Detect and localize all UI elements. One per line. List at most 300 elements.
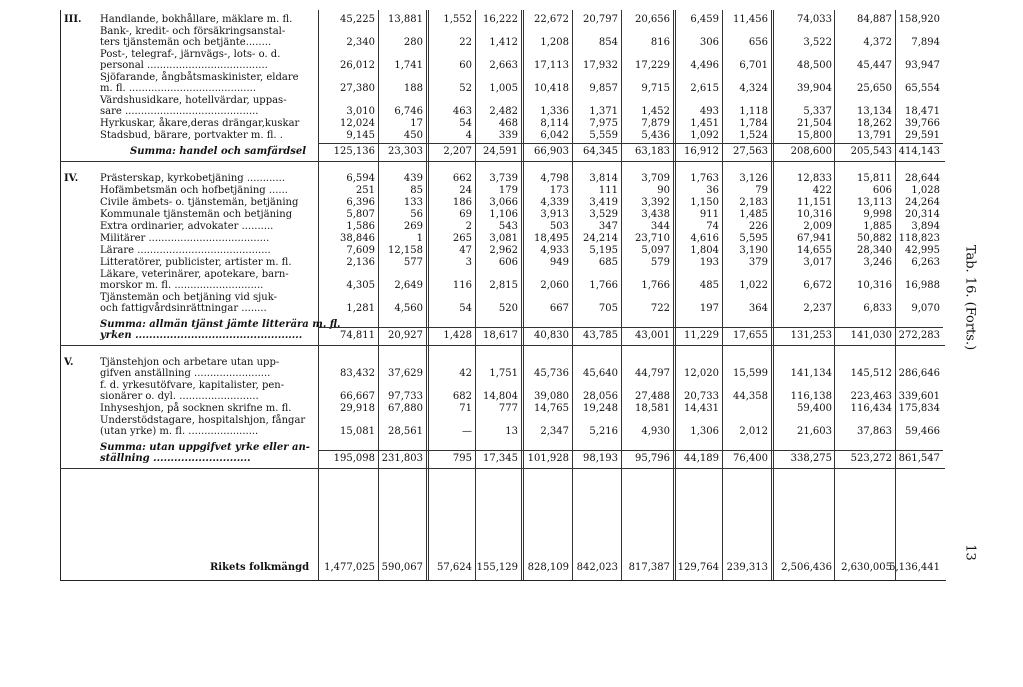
column-rule — [521, 10, 524, 580]
data-row-cell: 47 — [459, 245, 472, 256]
data-row-cell: 269 — [403, 221, 423, 232]
data-row-cell: 223,463 — [850, 391, 892, 402]
section-numeral: III. — [64, 14, 82, 25]
data-row-cell: 116 — [452, 280, 472, 291]
data-row-cell: 20,797 — [583, 14, 618, 25]
row-label: Civile ämbets- o. tjänstemän, betjäning — [100, 197, 299, 208]
data-row-cell: 39,904 — [797, 83, 832, 94]
data-row-cell: 179 — [498, 185, 518, 196]
grand-total-cell: 842,023 — [576, 562, 618, 573]
summa-row-cell: 205,543 — [850, 146, 892, 157]
summa-label: Summa: handel och samfärdsel — [130, 146, 306, 157]
data-row-cell: 2,237 — [803, 303, 832, 314]
data-row-cell: 1,452 — [641, 106, 670, 117]
data-row-cell: 11,456 — [733, 14, 768, 25]
data-row-cell: 13,791 — [857, 130, 892, 141]
summa-label: ställning ............................ — [100, 453, 251, 464]
data-row-cell: 22 — [459, 37, 472, 48]
data-row-cell: 116,434 — [850, 403, 892, 414]
data-row-cell: 145,512 — [850, 368, 892, 379]
row-label: ters tjänstemän och betjänte........ — [100, 37, 272, 48]
summa-row-cell: 27,563 — [733, 146, 768, 157]
data-row-cell: 74 — [706, 221, 719, 232]
data-row-cell: 1,751 — [489, 368, 518, 379]
row-label: Understödstagare, hospitalshjon, fångar — [100, 415, 306, 426]
data-row-cell: 5,195 — [589, 245, 618, 256]
data-row-cell: 468 — [498, 118, 518, 129]
data-row-cell: 777 — [498, 403, 518, 414]
data-row-cell: 45,225 — [340, 14, 375, 25]
data-row-cell: 606 — [872, 185, 892, 196]
row-label: Inhyseshjon, på socknen skrifne m. fl. — [100, 403, 292, 414]
data-row-cell: 854 — [598, 37, 618, 48]
data-row-cell: 4,560 — [394, 303, 423, 314]
data-row-cell: 705 — [598, 303, 618, 314]
summa-row-cell: 24,591 — [483, 146, 518, 157]
data-row-cell: 1,804 — [690, 245, 719, 256]
data-row-cell: 2,183 — [739, 197, 768, 208]
grand-total-cell: 817,387 — [628, 562, 670, 573]
summa-row-cell: 23,303 — [388, 146, 423, 157]
data-row-cell: 6,833 — [863, 303, 892, 314]
data-row-cell: 15,811 — [857, 173, 892, 184]
data-row-cell: 3,894 — [911, 221, 940, 232]
data-row-cell: 2,060 — [540, 280, 569, 291]
section-numeral: V. — [64, 357, 74, 368]
row-label: Tjänstehjon och arbetare utan upp- — [100, 357, 280, 368]
row-label: personal ...................................... — [100, 60, 268, 71]
data-row-cell: 6,701 — [739, 60, 768, 71]
summa-row-cell: 795 — [452, 453, 472, 464]
data-row-cell: 2,815 — [489, 280, 518, 291]
summa-row-cell: 44,189 — [684, 453, 719, 464]
data-row-cell: 722 — [650, 303, 670, 314]
data-row-cell: 118,823 — [898, 233, 940, 244]
data-row-cell: 2,347 — [540, 426, 569, 437]
data-row-cell: 3,392 — [641, 197, 670, 208]
data-row-cell: 21,603 — [797, 426, 832, 437]
data-row-cell: 59,466 — [905, 426, 940, 437]
row-label: Värdshusidkare, hotellvärdar, uppas- — [100, 95, 287, 106]
summa-row-cell: 125,136 — [333, 146, 375, 157]
data-row-cell: 520 — [498, 303, 518, 314]
column-rule — [426, 10, 429, 580]
data-row-cell: 3,522 — [803, 37, 832, 48]
column-rule — [621, 10, 622, 580]
summa-row-cell: 101,928 — [527, 453, 569, 464]
data-row-cell: 1,022 — [739, 280, 768, 291]
data-row-cell: 226 — [748, 221, 768, 232]
data-row-cell: 27,380 — [340, 83, 375, 94]
column-rule — [318, 10, 319, 580]
data-row-cell: 339 — [498, 130, 518, 141]
section-numeral: IV. — [64, 173, 79, 184]
data-row-cell: 662 — [452, 173, 472, 184]
data-row-cell: 2,136 — [346, 257, 375, 268]
data-row-cell: 29,591 — [905, 130, 940, 141]
data-row-cell: 45,640 — [583, 368, 618, 379]
summa-row-cell: 231,803 — [381, 453, 423, 464]
data-row-cell: 13,113 — [857, 197, 892, 208]
summa-row-cell: 98,193 — [583, 453, 618, 464]
data-row-cell: 1,552 — [443, 14, 472, 25]
data-row-cell: 28,644 — [905, 173, 940, 184]
data-row-cell: 84,887 — [857, 14, 892, 25]
data-row-cell: 280 — [403, 37, 423, 48]
data-row-cell: 6,594 — [346, 173, 375, 184]
column-rule — [895, 10, 896, 580]
data-row-cell: 17,113 — [534, 60, 569, 71]
data-row-cell: 347 — [598, 221, 618, 232]
data-row-cell: 24 — [459, 185, 472, 196]
side-title: Tab. 16. (Forts.) — [962, 244, 978, 351]
row-label: (utan yrke) m. fl. ...................... — [100, 426, 259, 437]
data-row-cell: 52 — [459, 83, 472, 94]
data-row-cell: 11,151 — [797, 197, 832, 208]
data-row-cell: 20,314 — [905, 209, 940, 220]
data-row-cell: 28,561 — [388, 426, 423, 437]
summa-row-cell: 43,785 — [583, 330, 618, 341]
data-row-cell: 4,616 — [690, 233, 719, 244]
summa-row-cell: 43,001 — [635, 330, 670, 341]
summa-label: Summa: allmän tjänst jämte litterära m. fl. — [100, 319, 341, 330]
data-row-cell: 42 — [459, 368, 472, 379]
data-row-cell: 4,798 — [540, 173, 569, 184]
data-row-cell: 1,766 — [641, 280, 670, 291]
column-rule — [572, 10, 573, 580]
data-row-cell: 1,150 — [690, 197, 719, 208]
row-label: Litteratörer, publicister, artister m. fl. — [100, 257, 292, 268]
data-row-cell: 379 — [748, 257, 768, 268]
row-label: Stadsbud, bärare, portvakter m. fl. . — [100, 130, 283, 141]
data-row-cell: 13,881 — [388, 14, 423, 25]
data-row-cell: 7,609 — [346, 245, 375, 256]
data-row-cell: 503 — [549, 221, 569, 232]
data-row-cell: 14,804 — [483, 391, 518, 402]
summa-row-cell: 272,283 — [898, 330, 940, 341]
data-row-cell: 364 — [748, 303, 768, 314]
data-row-cell: 485 — [699, 280, 719, 291]
data-row-cell: 3,529 — [589, 209, 618, 220]
data-row-cell: 1,092 — [690, 130, 719, 141]
summa-row-cell: 74,811 — [340, 330, 375, 341]
data-row-cell: 10,316 — [797, 209, 832, 220]
data-row-cell: 3,010 — [346, 106, 375, 117]
data-row-cell: 28,340 — [857, 245, 892, 256]
summa-row-cell: 861,547 — [898, 453, 940, 464]
data-row-cell: 7,879 — [641, 118, 670, 129]
summa-row-cell: 40,830 — [534, 330, 569, 341]
data-row-cell: 2 — [465, 221, 472, 232]
summa-row-cell: 141,030 — [850, 330, 892, 341]
data-row-cell: 29,918 — [340, 403, 375, 414]
data-row-cell: 3,814 — [589, 173, 618, 184]
summa-row-cell: 1,428 — [443, 330, 472, 341]
row-label: Bank-, kredit- och försäkringsanstal- — [100, 26, 286, 37]
data-row-cell: 54 — [459, 303, 472, 314]
data-row-cell: 13,134 — [857, 106, 892, 117]
data-row-cell: 4,496 — [690, 60, 719, 71]
data-row-cell: 439 — [403, 173, 423, 184]
data-row-cell: 1,485 — [739, 209, 768, 220]
summa-row-cell: 16,912 — [684, 146, 719, 157]
summa-row-cell: 523,272 — [850, 453, 892, 464]
data-row-cell: 6,746 — [394, 106, 423, 117]
data-row-cell: 12,833 — [797, 173, 832, 184]
data-row-cell: 6,263 — [911, 257, 940, 268]
data-row-cell: 7,894 — [911, 37, 940, 48]
data-row-cell: 14,431 — [684, 403, 719, 414]
data-row-cell: 9,145 — [346, 130, 375, 141]
data-row-cell: 339,601 — [898, 391, 940, 402]
data-row-cell: 1,106 — [489, 209, 518, 220]
grand-total-label: Rikets folkmängd — [210, 562, 310, 573]
data-row-cell: 5,337 — [803, 106, 832, 117]
data-row-cell: 193 — [699, 257, 719, 268]
data-row-cell: 3,438 — [641, 209, 670, 220]
row-label: Extra ordinarier, advokater .......... — [100, 221, 274, 232]
data-row-cell: 54 — [459, 118, 472, 129]
data-row-cell: 4,372 — [863, 37, 892, 48]
data-row-cell: 48,500 — [797, 60, 832, 71]
data-row-cell: 606 — [498, 257, 518, 268]
data-row-cell: 3,419 — [589, 197, 618, 208]
summa-row-cell: 95,796 — [635, 453, 670, 464]
data-row-cell: 50,882 — [857, 233, 892, 244]
row-label: gifven anställning ........................ — [100, 368, 271, 379]
data-row-cell: 3 — [465, 257, 472, 268]
data-row-cell: 1,586 — [346, 221, 375, 232]
data-row-cell: 69 — [459, 209, 472, 220]
grand-total-cell: 590,067 — [381, 562, 423, 573]
row-label: och fattigvårdsinrättningar ........ — [100, 303, 267, 314]
data-row-cell: 42,995 — [905, 245, 940, 256]
summa-row-cell: 17,345 — [483, 453, 518, 464]
data-row-cell: 133 — [403, 197, 423, 208]
row-label: Hyrkuskar, åkare,deras drängar,kuskar — [100, 118, 300, 129]
data-row-cell: 186 — [452, 197, 472, 208]
data-row-cell: 4,339 — [540, 197, 569, 208]
data-row-cell: 2,009 — [803, 221, 832, 232]
summa-rule — [318, 450, 943, 451]
data-row-cell: 10,418 — [534, 83, 569, 94]
data-row-cell: 12,158 — [388, 245, 423, 256]
data-row-cell: 5,436 — [641, 130, 670, 141]
data-row-cell: 306 — [699, 37, 719, 48]
data-row-cell: 1,885 — [863, 221, 892, 232]
data-row-cell: 8,114 — [540, 118, 569, 129]
row-label: Handlande, bokhållare, mäklare m. fl. — [100, 14, 293, 25]
data-row-cell: 1,005 — [489, 83, 518, 94]
column-rule — [673, 10, 676, 580]
grand-total-cell: 5,136,441 — [889, 562, 940, 573]
data-row-cell: 18,471 — [905, 106, 940, 117]
data-row-cell: 656 — [748, 37, 768, 48]
data-row-cell: 20,733 — [684, 391, 719, 402]
data-row-cell: 2,482 — [489, 106, 518, 117]
data-row-cell: 1,371 — [589, 106, 618, 117]
data-row-cell: 197 — [699, 303, 719, 314]
row-label: Lärare .......................................... — [100, 245, 271, 256]
grand-total-cell: 2,630,005 — [841, 562, 892, 573]
data-row-cell: 1,118 — [739, 106, 768, 117]
data-row-cell: 67,941 — [797, 233, 832, 244]
summa-row-cell: 338,275 — [790, 453, 832, 464]
data-row-cell: 28,056 — [583, 391, 618, 402]
data-row-cell: 44,358 — [733, 391, 768, 402]
data-row-cell: 949 — [549, 257, 569, 268]
row-label: morskor m. fl. ............................ — [100, 280, 264, 291]
data-row-cell: 18,581 — [635, 403, 670, 414]
data-row-cell: 9,998 — [863, 209, 892, 220]
data-row-cell: 79 — [755, 185, 768, 196]
data-row-cell: 3,017 — [803, 257, 832, 268]
data-row-cell: 97,733 — [388, 391, 423, 402]
row-label: Sjöfarande, ångbåtsmaskinister, eldare — [100, 72, 299, 83]
grand-total-cell: 828,109 — [527, 562, 569, 573]
row-label: Hofämbetsmän och hofbetjäning ...... — [100, 185, 288, 196]
data-row-cell: 7,975 — [589, 118, 618, 129]
data-row-cell: 1,763 — [690, 173, 719, 184]
data-row-cell: 1,451 — [690, 118, 719, 129]
data-row-cell: 10,316 — [857, 280, 892, 291]
data-row-cell: 44,797 — [635, 368, 670, 379]
data-row-cell: 3,246 — [863, 257, 892, 268]
summa-row-cell: 18,617 — [483, 330, 518, 341]
data-row-cell: 6,459 — [690, 14, 719, 25]
data-row-cell: 45,736 — [534, 368, 569, 379]
summa-row-cell: 208,600 — [790, 146, 832, 157]
summa-row-cell: 66,903 — [534, 146, 569, 157]
data-row-cell: 158,920 — [898, 14, 940, 25]
data-row-cell: 1,741 — [394, 60, 423, 71]
data-row-cell: 685 — [598, 257, 618, 268]
page-number: 13 — [962, 544, 978, 561]
data-row-cell: 27,488 — [635, 391, 670, 402]
summa-row-cell: 195,098 — [333, 453, 375, 464]
section-rule — [60, 345, 945, 346]
data-row-cell: 911 — [699, 209, 719, 220]
data-row-cell: 16,222 — [483, 14, 518, 25]
data-row-cell: 37,863 — [857, 426, 892, 437]
data-row-cell: 74,033 — [797, 14, 832, 25]
data-row-cell: 2,012 — [739, 426, 768, 437]
data-row-cell: 111 — [598, 185, 618, 196]
summa-row-cell: 2,207 — [443, 146, 472, 157]
data-row-cell: 116,138 — [790, 391, 832, 402]
data-row-cell: 65,554 — [905, 83, 940, 94]
data-row-cell: 1,524 — [739, 130, 768, 141]
data-row-cell: 3,066 — [489, 197, 518, 208]
data-row-cell: 682 — [452, 391, 472, 402]
summa-row-cell: 17,655 — [733, 330, 768, 341]
data-row-cell: 24,264 — [905, 197, 940, 208]
data-row-cell: 20,656 — [635, 14, 670, 25]
data-row-cell: 4,324 — [739, 83, 768, 94]
data-row-cell: 1,306 — [690, 426, 719, 437]
data-row-cell: 1 — [416, 233, 423, 244]
column-rule — [475, 10, 476, 580]
data-row-cell: 422 — [812, 185, 832, 196]
data-row-cell: 60 — [459, 60, 472, 71]
data-row-cell: 67,880 — [388, 403, 423, 414]
summa-row-cell: 414,143 — [898, 146, 940, 157]
data-row-cell: 1,208 — [540, 37, 569, 48]
data-row-cell: 25,650 — [857, 83, 892, 94]
data-row-cell: 1,784 — [739, 118, 768, 129]
data-row-cell: 45,447 — [857, 60, 892, 71]
data-row-cell: 667 — [549, 303, 569, 314]
summa-rule — [318, 143, 943, 144]
data-row-cell: 3,081 — [489, 233, 518, 244]
row-label: sionärer o. dyl. ......................... — [100, 391, 259, 402]
data-row-cell: 5,216 — [589, 426, 618, 437]
data-row-cell: — — [462, 426, 472, 437]
data-row-cell: 39,080 — [534, 391, 569, 402]
summa-row-cell: 76,400 — [733, 453, 768, 464]
grand-total-cell: 129,764 — [677, 562, 719, 573]
data-row-cell: 19,248 — [583, 403, 618, 414]
data-row-cell: 17,932 — [583, 60, 618, 71]
data-row-cell: 38,846 — [340, 233, 375, 244]
data-row-cell: 6,672 — [803, 280, 832, 291]
data-row-cell: 141,134 — [790, 368, 832, 379]
row-label: Militärer ...................................... — [100, 233, 270, 244]
column-rule — [378, 10, 379, 580]
data-row-cell: 59,400 — [797, 403, 832, 414]
summa-row-cell: 131,253 — [790, 330, 832, 341]
data-row-cell: 37,629 — [388, 368, 423, 379]
grand-total-cell: 57,624 — [437, 562, 472, 573]
data-row-cell: 175,834 — [898, 403, 940, 414]
data-row-cell: 579 — [650, 257, 670, 268]
data-row-cell: 24,214 — [583, 233, 618, 244]
data-row-cell: 90 — [657, 185, 670, 196]
data-row-cell: 14,655 — [797, 245, 832, 256]
data-row-cell: 543 — [498, 221, 518, 232]
column-rule — [771, 10, 774, 580]
row-label: f. d. yrkesutöfvare, kapitalister, pen- — [100, 380, 285, 391]
data-row-cell: 6,396 — [346, 197, 375, 208]
data-row-cell: 5,097 — [641, 245, 670, 256]
summa-row-cell: 63,183 — [635, 146, 670, 157]
data-row-cell: 93,947 — [905, 60, 940, 71]
data-row-cell: 2,663 — [489, 60, 518, 71]
data-row-cell: 66,667 — [340, 391, 375, 402]
data-row-cell: 1,766 — [589, 280, 618, 291]
data-row-cell: 1,028 — [911, 185, 940, 196]
data-row-cell: 17,229 — [635, 60, 670, 71]
section-rule — [60, 161, 945, 162]
summa-row-cell: 64,345 — [583, 146, 618, 157]
data-row-cell: 1,281 — [346, 303, 375, 314]
data-row-cell: 2,615 — [690, 83, 719, 94]
row-label: Läkare, veterinärer, apotekare, barn- — [100, 269, 289, 280]
data-row-cell: 16,988 — [905, 280, 940, 291]
data-row-cell: 2,962 — [489, 245, 518, 256]
data-row-cell: 3,126 — [739, 173, 768, 184]
data-row-cell: 3,709 — [641, 173, 670, 184]
data-row-cell: 5,595 — [739, 233, 768, 244]
data-row-cell: 4,933 — [540, 245, 569, 256]
data-row-cell: 188 — [403, 83, 423, 94]
data-row-cell: 1,336 — [540, 106, 569, 117]
data-row-cell: 13 — [505, 426, 518, 437]
summa-row-cell: 11,229 — [684, 330, 719, 341]
summa-row-cell: 20,927 — [388, 330, 423, 341]
row-label: Kommunale tjänstemän och betjäning — [100, 209, 293, 220]
grand-total-cell: 155,129 — [476, 562, 518, 573]
